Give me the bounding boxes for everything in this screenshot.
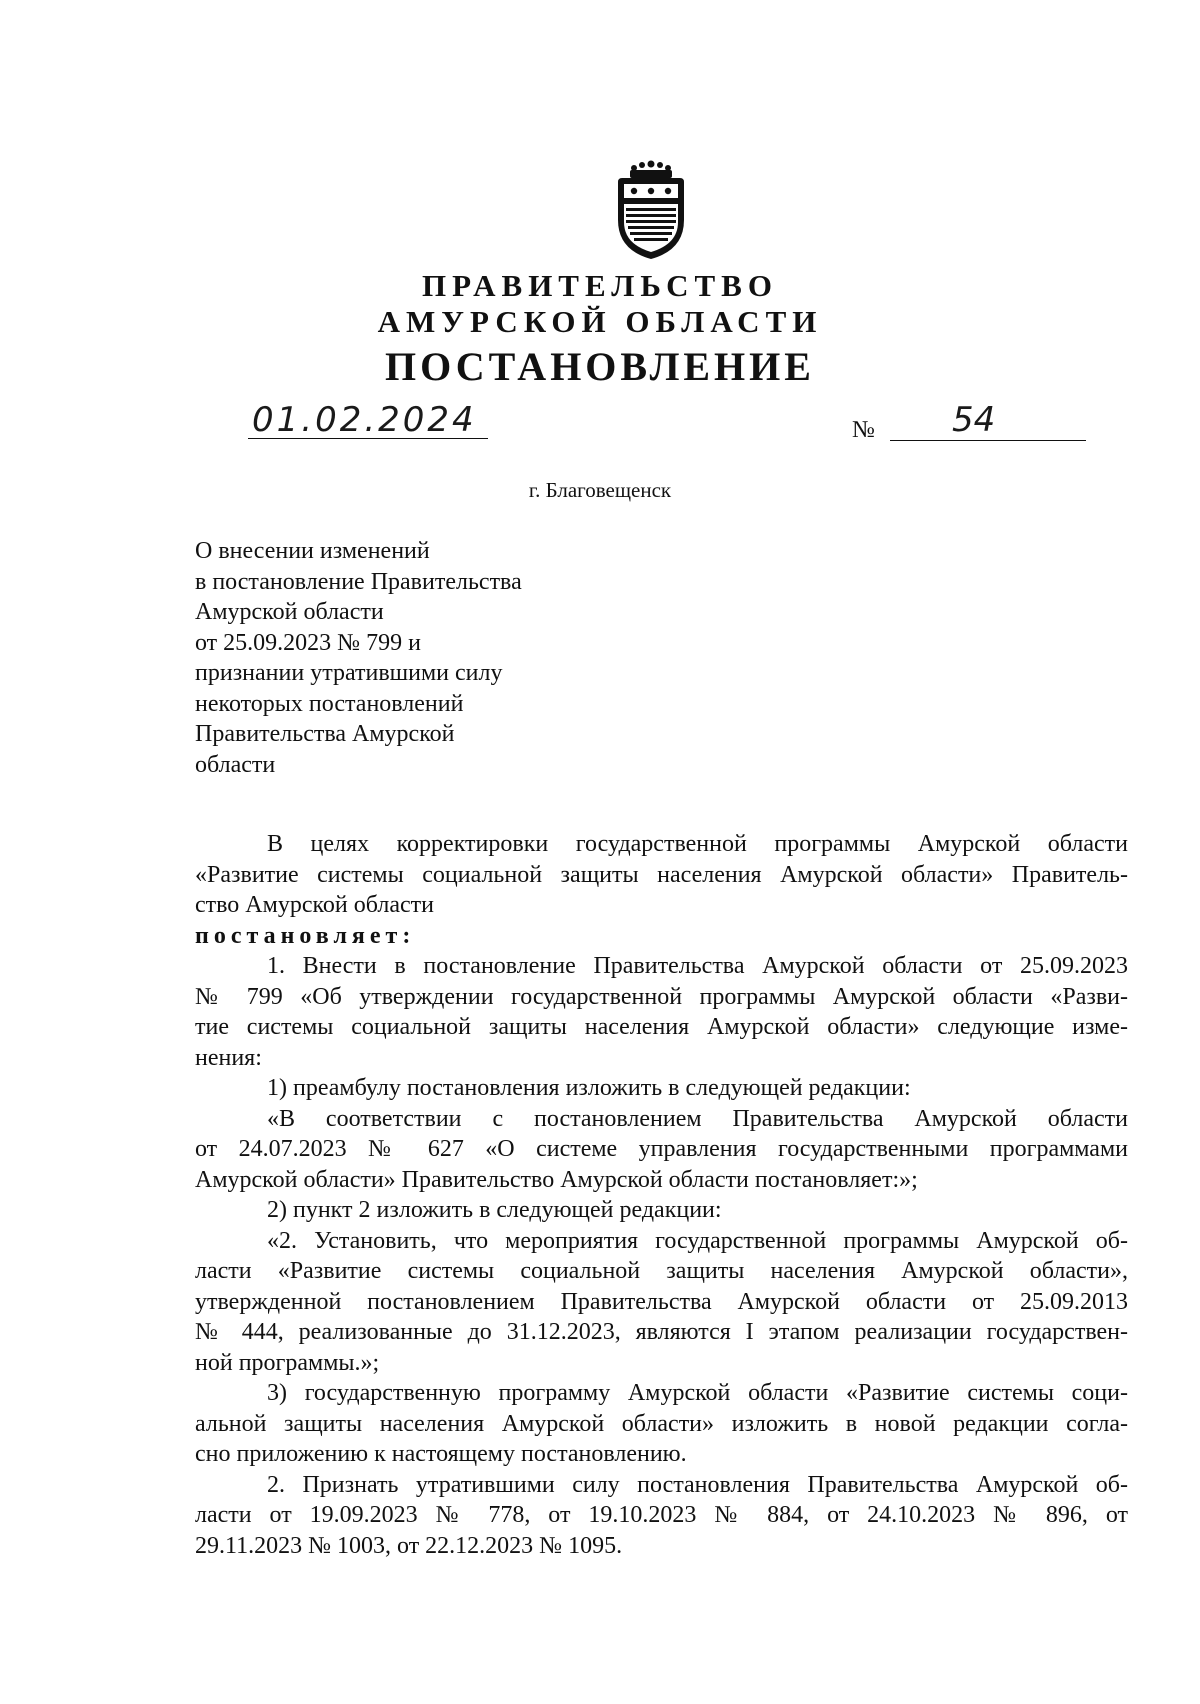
number-sign: № [852,417,875,443]
document-type-title: ПОСТАНОВЛЕНИЕ [385,344,815,389]
subject-line: в постановление Правительства [195,568,522,595]
body-line: нения: [195,1044,262,1071]
body-line: 1. Внести в постановление Правительства Амурской области от 25.09.2023 [267,953,1128,979]
amur-region-coat-of-arms-emblem [612,160,690,260]
region-title: АМУРСКОЙ ОБЛАСТИ [377,304,823,339]
body-line: «2. Установить, что мероприятия государственной программы Амурской об- [267,1227,1128,1254]
government-title: ПРАВИТЕЛЬСТВО [422,268,778,303]
subject-line: некоторых постановлений [195,690,464,717]
number-underline [890,440,1086,441]
body-line: 1) преамбулу постановления изложить в следующей редакции: [267,1075,911,1101]
subject-line: О внесении изменений [195,538,430,564]
date-underline [248,438,488,439]
body-line: 2. Признать утратившими силу постановления Правительства Амурской об- [267,1471,1128,1498]
body-line: ной программы.»; [195,1349,380,1376]
body-line: ство Амурской области [195,892,434,918]
body-line: сно приложению к настоящему постановлению. [195,1441,687,1467]
body-line: утвержденной постановлением Правительства Амурской области от 25.09.2013 [195,1288,1128,1315]
body-line: № 444, реализованные до 31.12.2023, являются I этапом реализации государствен- [195,1319,1128,1345]
handwritten-number: 54 [952,400,996,440]
body-line: 29.11.2023 № 1003, от 22.12.2023 № 1095. [195,1532,623,1559]
body-line: ласти от 19.09.2023 № 778, от 19.10.2023 № 884, от 24.10.2023 № 896, от [195,1502,1128,1528]
body-line: ласти «Развитие системы социальной защиты населения Амурской области», [195,1258,1128,1284]
body-line: «Развитие системы социальной защиты населения Амурской области» Правитель- [195,861,1128,888]
handwritten-date: 01.02.2024 [252,400,477,440]
city-line: г. Благовещенск [528,478,672,502]
body-line: от 24.07.2023 № 627 «О системе управления государственными программами [195,1136,1128,1162]
subject-line: признании утратившими силу [195,660,503,686]
subject-line: области [195,751,276,778]
document-body [195,829,1128,1561]
body-line: 3) государственную программу Амурской области «Развитие системы соци- [267,1380,1128,1406]
subject-line: от 25.09.2023 № 799 и [195,629,421,656]
body-line: Амурской области» Правительство Амурской области постановляет:»; [195,1166,918,1193]
body-line: «В соответствии с постановлением Правительства Амурской области [267,1105,1128,1132]
subject-line: Амурской области [195,599,384,625]
body-line: тие системы социальной защиты населения Амурской области» следующие изме- [195,1014,1128,1040]
body-line: альной защиты населения Амурской области» изложить в новой редакции согла- [195,1410,1128,1437]
subject-line: Правительства Амурской [195,721,455,747]
resolves-keyword: постановляет: [195,922,416,949]
document-subject [195,536,575,780]
body-line: В целях корректировки государственной программы Амурской области [267,831,1128,857]
body-line: 2) пункт 2 изложить в следующей редакции: [267,1197,722,1223]
body-line: № 799 «Об утверждении государственной программы Амурской области «Разви- [195,983,1128,1010]
